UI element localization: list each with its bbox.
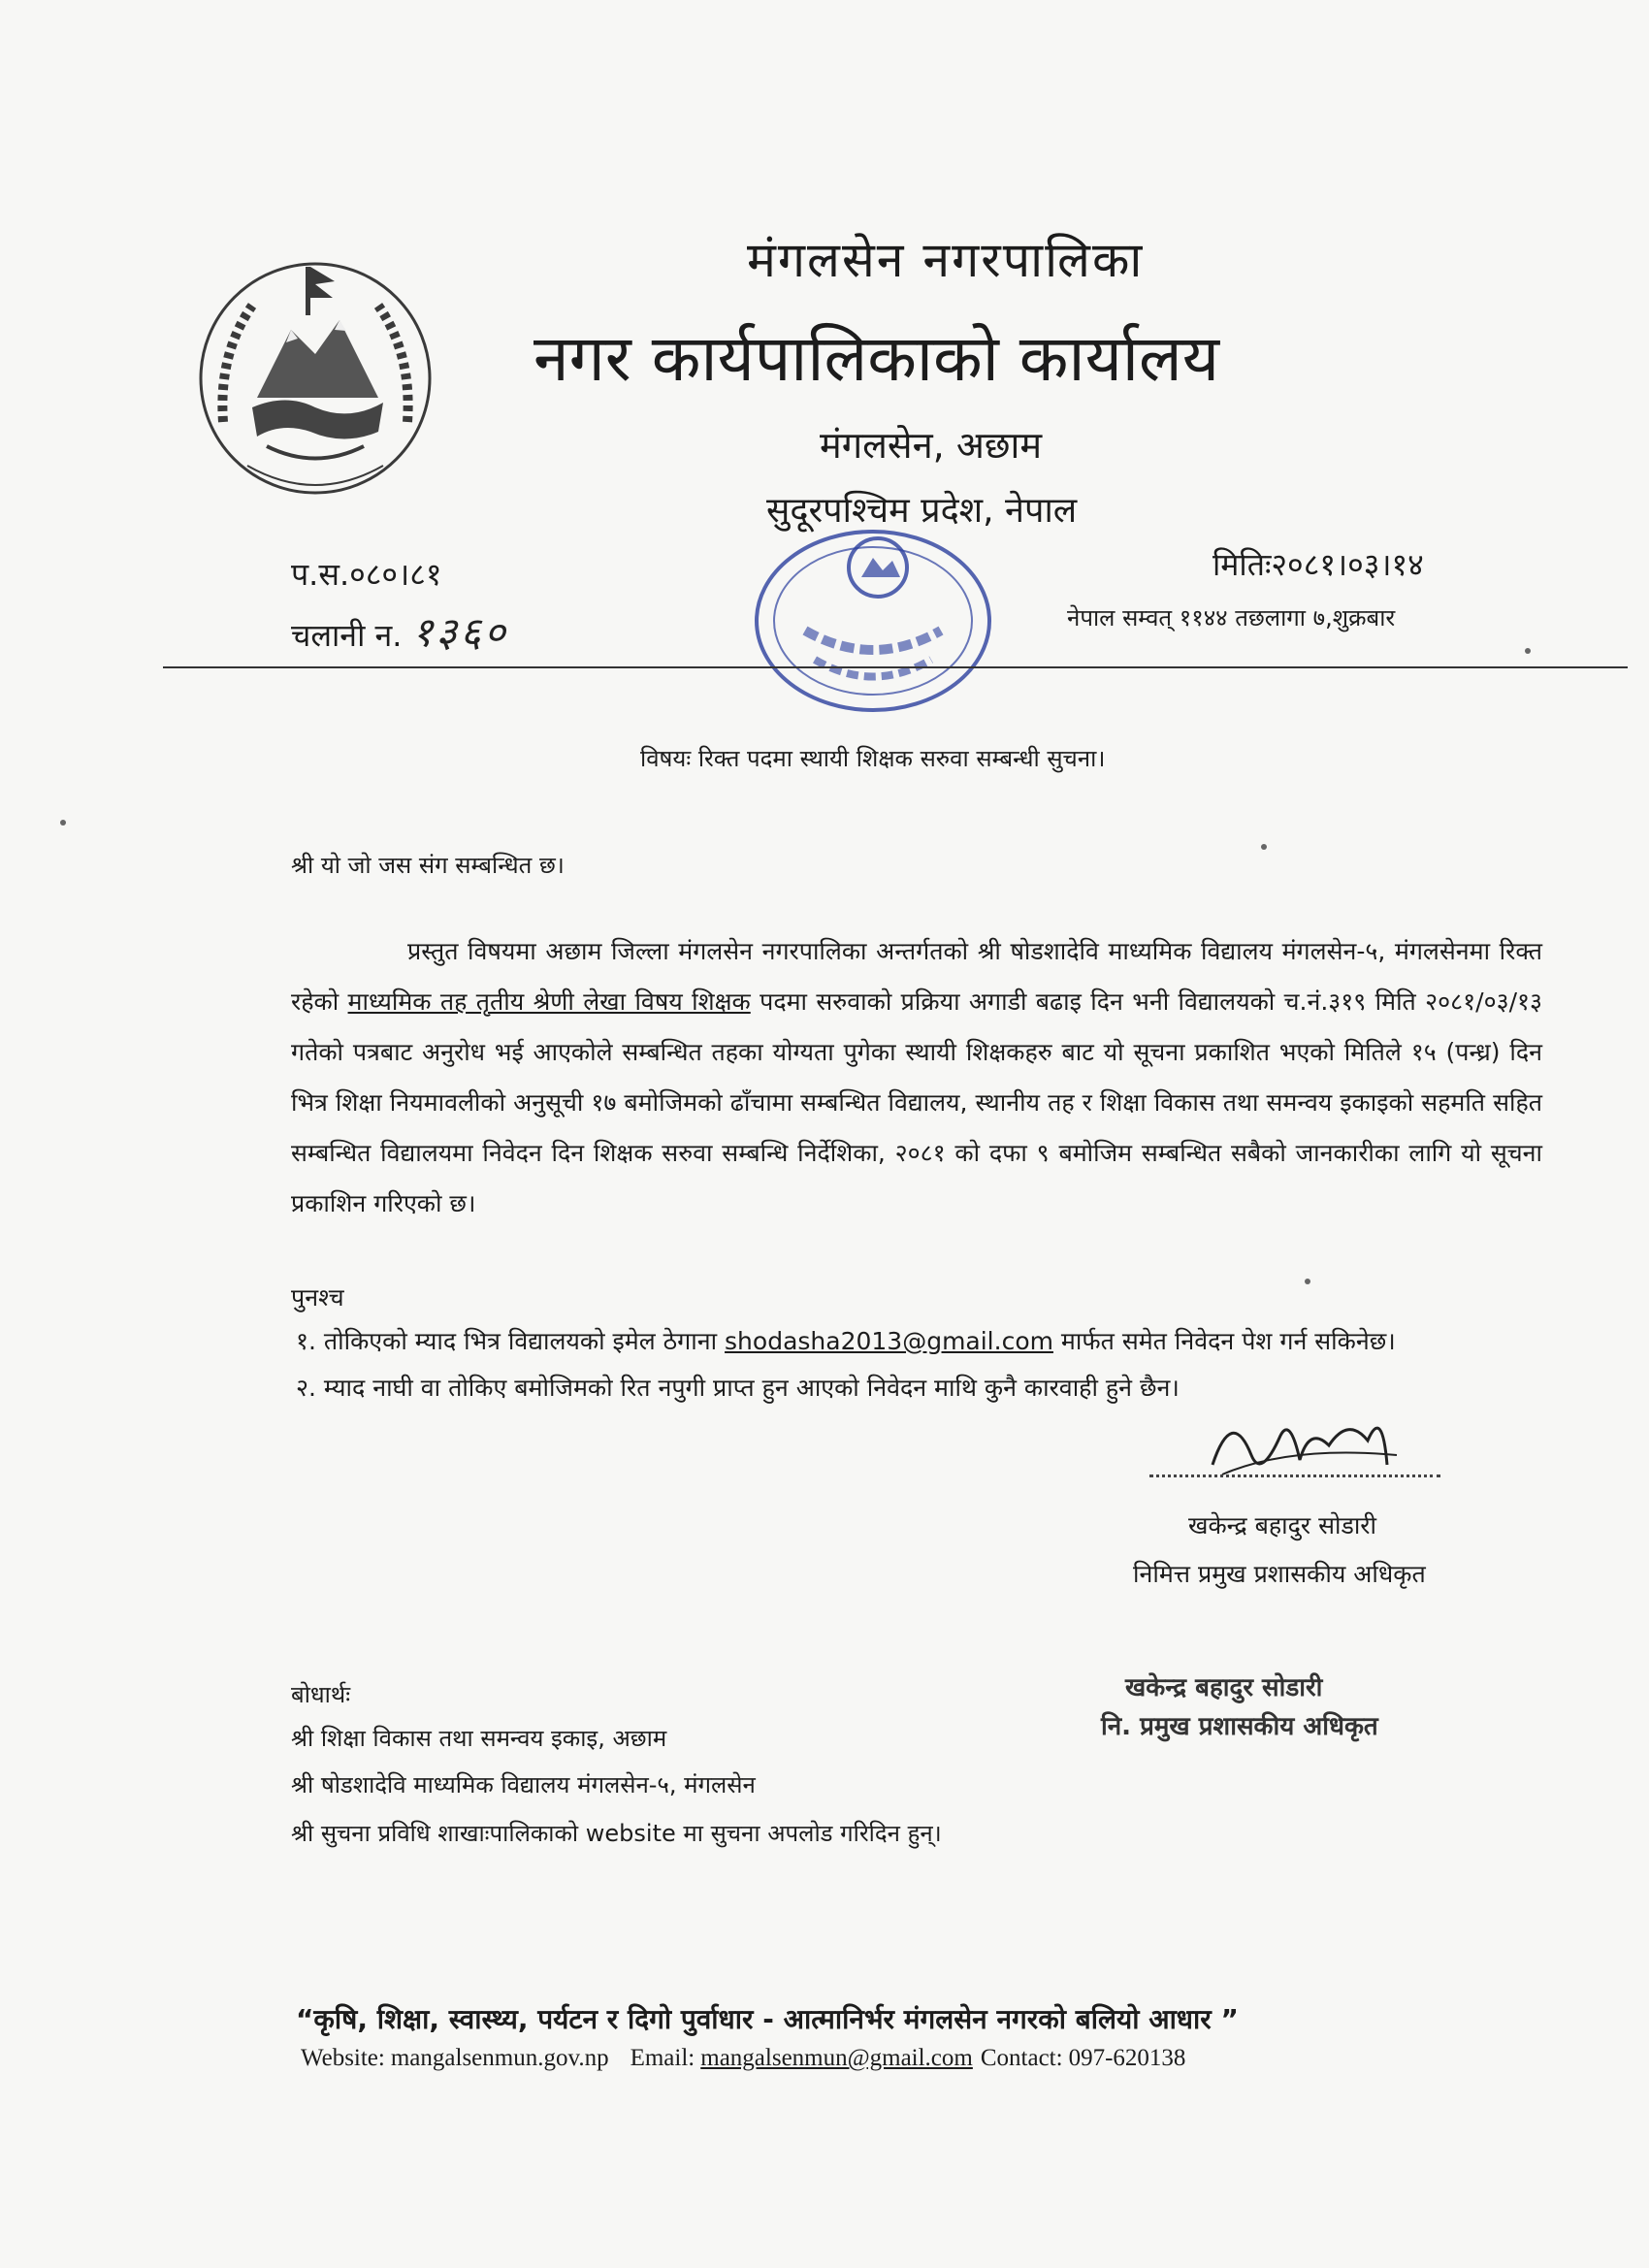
office-name: नगर कार्यपालिकाको कार्यालय	[534, 321, 1219, 396]
scan-speck	[1261, 844, 1267, 850]
dispatch-number-label: चलानी न.	[291, 617, 403, 654]
body-part-1: प्रस्तुत विषयमा अछाम जिल्ला मंगलसेन नगरपालिका अन्तर्गतको श्री षोडशादेवि माध्यमिक विद्यालय मंगलसेन-५, मंगलसेनमा रिक्त रहेको	[291, 937, 1542, 1016]
salutation: श्री यो जो जस संग सम्बन्धित छ।	[291, 852, 565, 879]
body-underlined-post: माध्यमिक तह तृतीय श्रेणी लेखा विषय शिक्षक	[347, 988, 751, 1016]
scan-speck	[1525, 648, 1531, 654]
cc-item: श्री षोडशादेवि माध्यमिक विद्यालय मंगलसेन-५, मंगलसेन	[291, 1771, 756, 1798]
signatory-title: निमित्त प्रमुख प्रशासकीय अधिकृत	[1133, 1560, 1426, 1588]
postscript-label: पुनश्च	[291, 1283, 344, 1312]
footer-slogan: “कृषि, शिक्षा, स्वास्थ्य, पर्यटन र दिगो पुर्वाधार - आत्मानिर्भर मंगलसेन नगरको बलियो आधार ”	[296, 2003, 1239, 2035]
contact-number: 097-620138	[1068, 2045, 1186, 2071]
handwritten-signature	[1193, 1387, 1406, 1504]
dispatch-number-value: १३६०	[411, 608, 508, 656]
header-divider	[163, 666, 1628, 668]
office-location: मंगलसेन, अछाम	[820, 424, 1043, 467]
note-1-text: १. तोकिएको म्याद भित्र विद्यालयको इमेल ठेगाना	[296, 1327, 726, 1355]
website-link[interactable]: mangalsenmun.gov.np	[390, 2045, 609, 2071]
cc-item: श्री सुचना प्रविधि शाखाःपालिकाको website मा सुचना अपलोड गरिदिन हुन्।	[291, 1820, 942, 1847]
postscript-note-1	[296, 1324, 1396, 1357]
municipality-name: मंगलसेन नगरपालिका	[747, 232, 1145, 288]
province-name: सुदूरपश्चिम प्रदेश, नेपाल	[766, 491, 1078, 531]
contact-label: Contact:	[980, 2045, 1063, 2071]
dispatch-number	[291, 603, 508, 659]
letter-date: मितिः२०८१।०३।१४	[1212, 546, 1424, 583]
cc-label: बोधार्थः	[291, 1681, 351, 1708]
body-part-2: पदमा सरुवाको प्रक्रिया अगाडी बढाइ दिन भनी विद्यालयको च.नं.३१९ मिति २०८१/०३/१३ गतेको पत्रबाट अनुरोध भई आएकोले सम्बन्धित तहका योग्यता पुगेका स्थायी शिक्षकहरु बाट यो सूचना प्रकाशित भएको मितिले १५ (पन्ध्र) दिन भित्र शिक्षा नियमावलीको अनुसूची १७ बमोजिमको ढाँचामा सम्बन्धित विद्यालय, स्थानीय तह र शिक्षा विकास तथा समन्वय इकाइको सहमति सहित सम्बन्धित विद्यालयमा निवेदन दिन शिक्षक सरुवा सम्बन्धि निर्देशिका, २०८१ को दफा ९ बमोजिम सम्बन्धित सबैको जानकारीका लागि यो सूचना प्रकाशिन गरिएको छ।	[291, 988, 1543, 1217]
scan-speck	[1305, 1279, 1310, 1284]
body-paragraph	[291, 926, 1542, 1229]
website-label: Website:	[301, 2045, 385, 2071]
signatory-name: खकेन्द्र बहादुर सोडारी	[1188, 1511, 1376, 1539]
cc-item: श्री शिक्षा विकास तथा समन्वय इकाइ, अछाम	[291, 1725, 667, 1752]
footer-contact	[301, 2045, 1185, 2072]
stamp-name: खकेन्द्र बहादुर सोडारी	[1125, 1673, 1323, 1702]
office-seal-stamp	[747, 524, 999, 718]
scan-speck	[60, 820, 66, 826]
reference-number: प.स.०८०।८१	[291, 556, 442, 593]
email-label: Email:	[630, 2045, 695, 2071]
letter-body	[291, 926, 1542, 1229]
nepal-sambat-date: नेपाल सम्वत् ११४४ तछलागा ७,शुक्रबार	[1067, 604, 1396, 632]
signature-line	[1149, 1474, 1440, 1477]
stamp-title: नि. प्रमुख प्रशासकीय अधिकृत	[1101, 1712, 1378, 1741]
note-1-text-end: मार्फत समेत निवेदन पेश गर्न सकिनेछ।	[1052, 1327, 1396, 1355]
email-link[interactable]: mangalsenmun@gmail.com	[700, 2045, 973, 2071]
letter-subject: विषयः रिक्त पदमा स्थायी शिक्षक सरुवा सम्बन्धी सुचना।	[640, 745, 1106, 772]
school-email-link[interactable]: shodasha2013@gmail.com	[725, 1327, 1053, 1355]
postscript-note-2: २. म्याद नाघी वा तोकिए बमोजिमको रित नपुगी प्राप्त हुन आएको निवेदन माथि कुनै कारवाही हुने छैन।	[296, 1374, 1180, 1402]
nepal-emblem-logo	[179, 238, 451, 519]
